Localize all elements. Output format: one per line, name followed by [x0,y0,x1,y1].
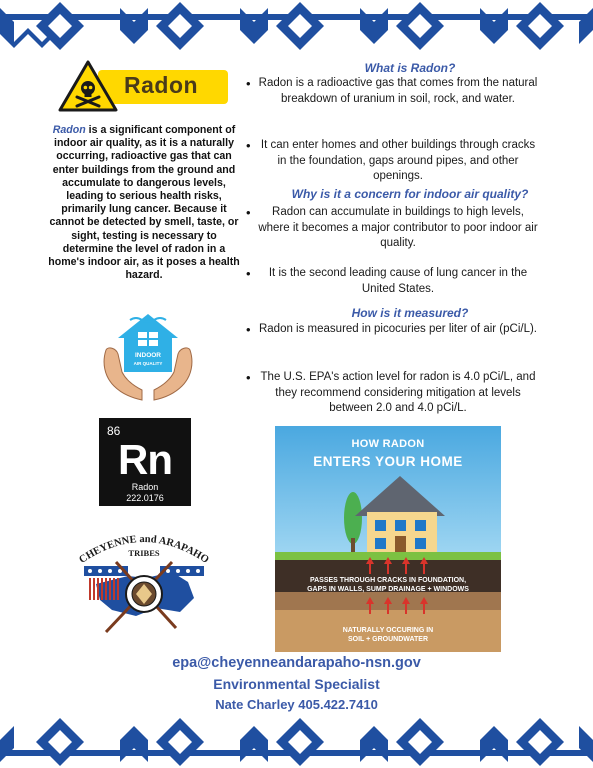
infographic-title-1: HOW RADON [351,438,425,450]
heading-why-concern: Why is it a concern for indoor air quality? [291,187,529,201]
hazard-warning-icon [58,60,118,112]
contact-email[interactable]: epa@cheyenneandarapaho-nsn.gov [172,655,421,671]
bullet-icon: • [246,266,251,281]
cheyenne-arapaho-tribes-logo [76,528,212,638]
radon-entry-infographic [275,426,501,652]
intro-text: is a significant component of indoor air quality, as it is a naturally occurring, radioactive gas that can enter buildings from the ground and accumulate to dangerous levels, leading to serious health risks, primarily lung cancer. Because it cannot be detected by smell, taste, or sight, testing is necessary to determine the level of radon in a home's indoor air, as it poses a health hazard. [48,124,240,282]
tribe-sub: TRIBES [128,548,160,558]
indoor-air-quality-hands-icon [98,310,198,402]
bullet-icon: • [246,205,251,220]
infographic-title-2: ENTERS YOUR HOME [313,454,463,469]
bottom-pattern-border [0,712,593,768]
top-pattern-border [0,0,593,58]
iaq-label-2: AIR QUALITY [133,361,163,366]
atomic-mass: 222.0176 [126,493,164,503]
element-symbol: Rn [118,436,172,483]
element-name: Radon [131,482,159,492]
radon-title: Radon [124,72,199,98]
infographic-caption-cracks [275,576,501,594]
bullet-text: It can enter homes and other buildings through cracks in the foundation, gaps around pipes, and other openings. [260,139,536,182]
caption-soil-line2: SOIL + GROUNDWATER [347,636,429,643]
radon-element-tile [99,418,191,506]
iaq-label-1: INDOOR [135,352,161,359]
bullet-icon: • [246,138,251,153]
bullet-text: Radon can accumulate in buildings to high levels, where it becomes a major contributor to poor indoor air quality. [258,206,538,249]
bullet-text: Radon is a radioactive gas that comes from the natural breakdown of uranium in soil, rock, and water. [258,77,538,105]
bullet-text: Radon is measured in picocuries per liter of air (pCi/L). [258,323,538,335]
bullet-icon: • [246,76,251,91]
atomic-number: 86 [107,424,121,438]
bullet-icon: • [246,370,251,385]
heading-how-measured: How is it measured? [351,306,469,320]
bullet-icon: • [246,322,251,337]
tribe-name: CHEYENNE and ARAPAHO [77,533,211,566]
caption-cracks-line2: GAPS IN WALLS, SUMP DRAINAGE + WINDOWS [307,586,469,593]
contact-role: Environmental Specialist [213,676,380,692]
radon-header [58,60,228,112]
caption-soil-line1: NATURALLY OCCURING IN [342,627,434,634]
bullet-text: It is the second leading cause of lung cancer in the United States. [268,267,528,295]
caption-cracks-line1: PASSES THROUGH CRACKS IN FOUNDATION, [309,577,467,584]
intro-lead: Radon [52,124,86,136]
contact-name-phone: Nate Charley 405.422.7410 [215,697,378,712]
infographic-caption-soil [275,626,501,644]
bullet-text: The U.S. EPA's action level for radon is 4.0 pCi/L, and they recommend considering mitigation at levels between 2.0 and 4.0 pCi/L. [260,371,536,414]
heading-what-is-radon: What is Radon? [364,61,456,75]
intro-paragraph [48,124,240,282]
